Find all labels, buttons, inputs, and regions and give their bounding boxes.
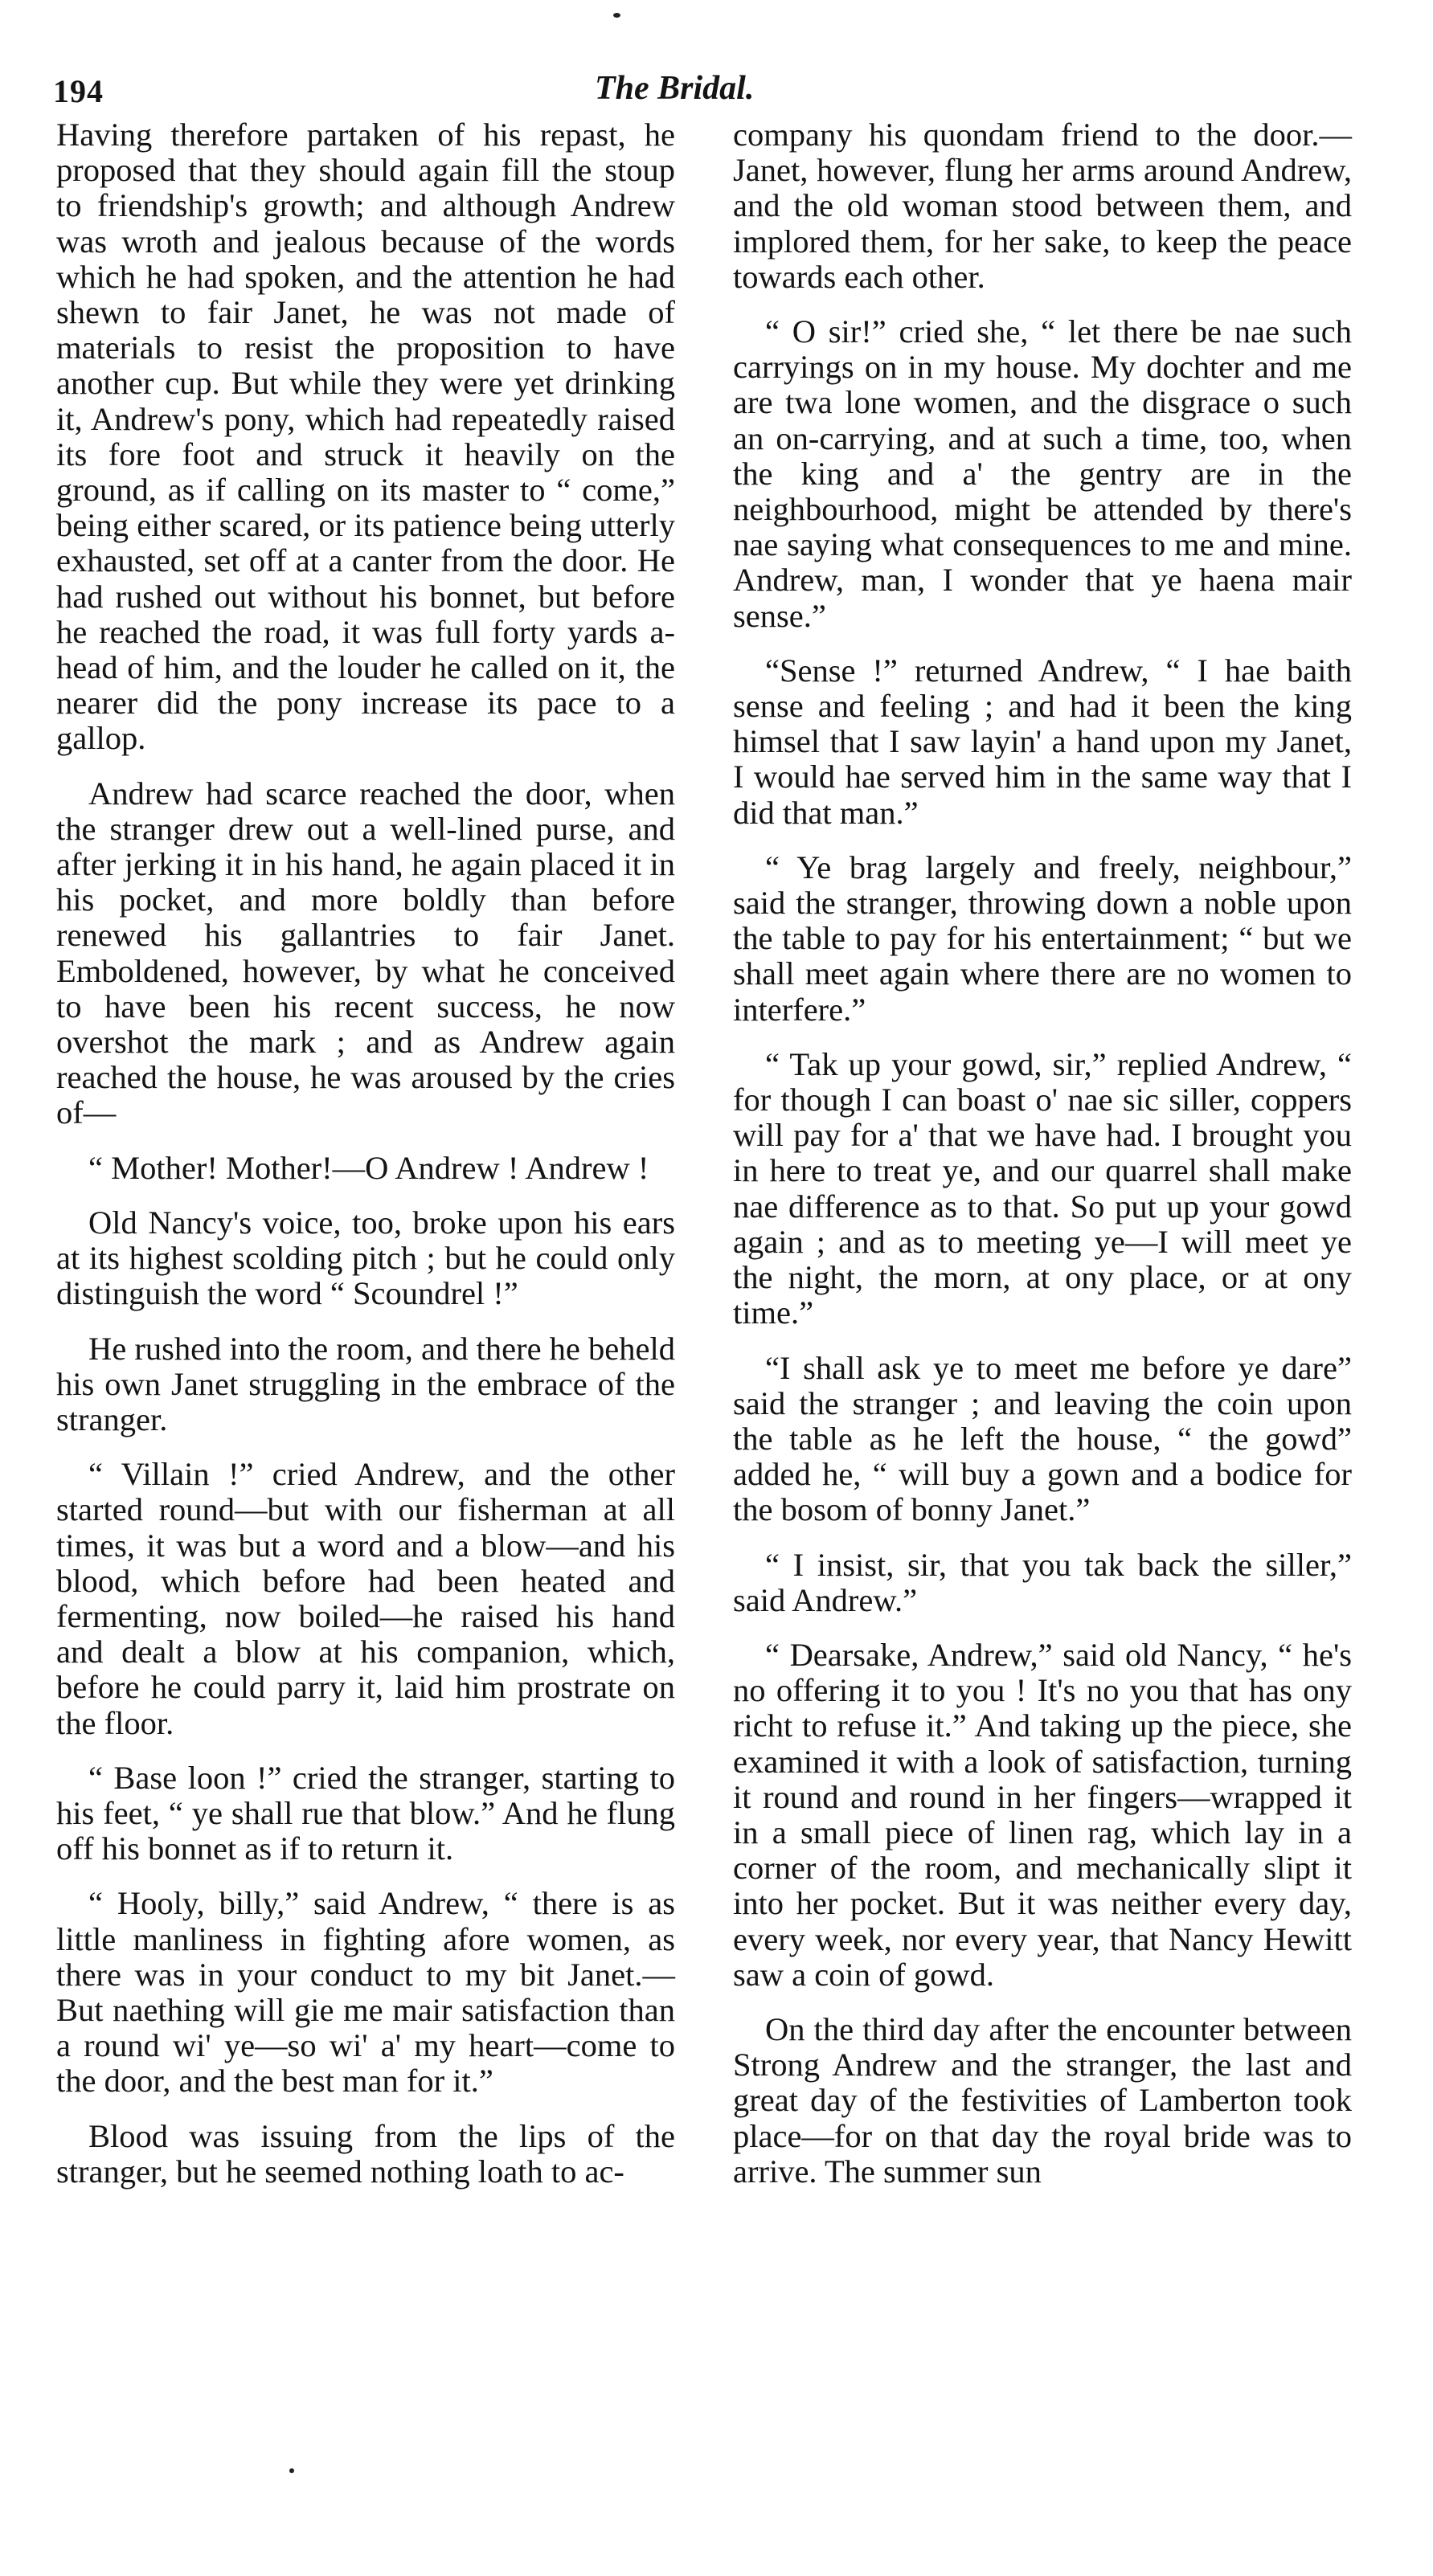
paragraph: “ Base loon !” cried the stranger, starting to his feet, “ ye shall rue that blow.” And he flung off his bonnet as if to return it. xyxy=(56,1759,675,1867)
print-speck xyxy=(613,13,620,18)
running-title: The Bridal. xyxy=(595,70,755,107)
paragraph: He rushed into the room, and there he beheld his own Janet struggling in the embrace of the stranger. xyxy=(56,1330,675,1437)
paragraph: “ I insist, sir, that you tak back the siller,” said Andrew.” xyxy=(733,1546,1352,1618)
paragraph: “ Mother! Mother!—O Andrew ! Andrew ! xyxy=(88,1149,649,1186)
paragraph: “I shall ask ye to meet me before ye dare” said the stranger ; and leaving the coin upon the table as he left the house, “ the gowd” added he, “ will buy a gown and a bodice for the bosom of bonny Janet.” xyxy=(733,1349,1352,1528)
page-number: 194 xyxy=(53,73,104,109)
paragraph: “Sense !” returned Andrew, “ I hae baith sense and feeling ; and had it been the king himsel that I saw layin' a hand upon my Janet, I would hae served him in the same way that I did that man.” xyxy=(733,652,1352,831)
paragraph: On the third day after the encounter between Strong Andrew and the stranger, the last and great day of the festivities of Lamberton took place—for on that day the royal bride was to arrive. The summer sun xyxy=(733,2010,1352,2190)
paragraph: “ Dearsake, Andrew,” said old Nancy, “ he's no offering it to you ! It's no you that has ony richt to refuse it.” And taking up the piece, she examined it with a look of satisfaction, turning it round and round in her fingers—wrapped it in a small piece of linen rag, which lay in a corner of the room, and mechanically slipt it into her pocket. But it was neither every day, every week, nor every year, that Nancy Hewitt saw a coin of gowd. xyxy=(733,1636,1352,1993)
paragraph: “ Villain !” cried Andrew, and the other started round—but with our fisherman at all times, it was but a word and a blow—and his blood, which before had been heated and fermenting, now boiled—he raised his hand and dealt a blow at his companion, which, before he could parry it, laid him prostrate on the floor. xyxy=(56,1456,675,1741)
paragraph: “ O sir!” cried she, “ let there be nae such carryings on in my house. My dochter and me are twa lone women, and the disgrace o such an on-carrying, and at such a time, too, when the king and a' the gentry are in the neighbourhood, might be attended by there's nae saying what consequences to me and mine. Andrew, man, I wonder that ye haena mair sense.” xyxy=(733,313,1352,634)
paragraph: Andrew had scarce reached the door, when the stranger drew out a well-lined purse, and after jerking it in his hand, he again placed it in his pocket, and more boldly than before renewed his gallantries to fair Janet. Emboldened, however, by what he conceived to have been his recent success, he now overshot the mark ; and as Andrew again reached the house, he was aroused by the cries of— xyxy=(56,775,675,1131)
print-speck xyxy=(289,2468,294,2473)
paragraph: Having therefore partaken of his repast, he proposed that they should again fill the stoup to friendship's growth; and although Andrew was wroth and jealous because of the words which he had spoken, and the attention he had shewn to fair Janet, he was not made of materials to resist the proposition to have another cup. But while they were yet drinking it, Andrew's pony, which had repeatedly raised its fore foot and struck it heavily on the ground, as if calling on its master to “ come,” being either scared, or its patience being utterly exhausted, set off at a canter from the door. He had rushed out without his bonnet, but before he reached the road, it was full forty yards a-head of him, and the louder he called on it, the nearer did the pony increase its pace to a gallop. xyxy=(56,117,675,757)
paragraph: “ Tak up your gowd, sir,” replied Andrew, “ for though I can boast o' nae sic siller, coppers will pay for a' that we have had. I brought you in here to treat ye, and our quarrel shall make nae difference as to that. So put up your gowd again ; and as to meeting ye—I will meet ye the night, the morn, at ony place, or at ony time.” xyxy=(733,1045,1352,1331)
paragraph: company his quondam friend to the door.—Janet, however, flung her arms around Andrew, and the old woman stood between them, and implored them, for her sake, to keep the peace towards each other. xyxy=(733,117,1352,295)
paragraph: “ Hooly, billy,” said Andrew, “ there is as little manliness in fighting afore women, as there was in your conduct to my bit Janet.—But naething will gie me mair satisfaction than a round wi' ye—so wi' a' my heart—come to the door, and the best man for it.” xyxy=(56,1885,675,2100)
left-column xyxy=(56,117,675,2190)
right-column xyxy=(733,117,1352,2190)
paragraph: “ Ye brag largely and freely, neighbour,” said the stranger, throwing down a noble upon the table to pay for his entertainment; “ but we shall meet again where there are no women to interfere.” xyxy=(733,848,1352,1028)
paragraph: Old Nancy's voice, too, broke upon his ears at its highest scolding pitch ; but he could only distinguish the word “ Scoundrel !” xyxy=(56,1204,675,1312)
paragraph: Blood was issuing from the lips of the stranger, but he seemed nothing loath to ac- xyxy=(56,2117,675,2190)
